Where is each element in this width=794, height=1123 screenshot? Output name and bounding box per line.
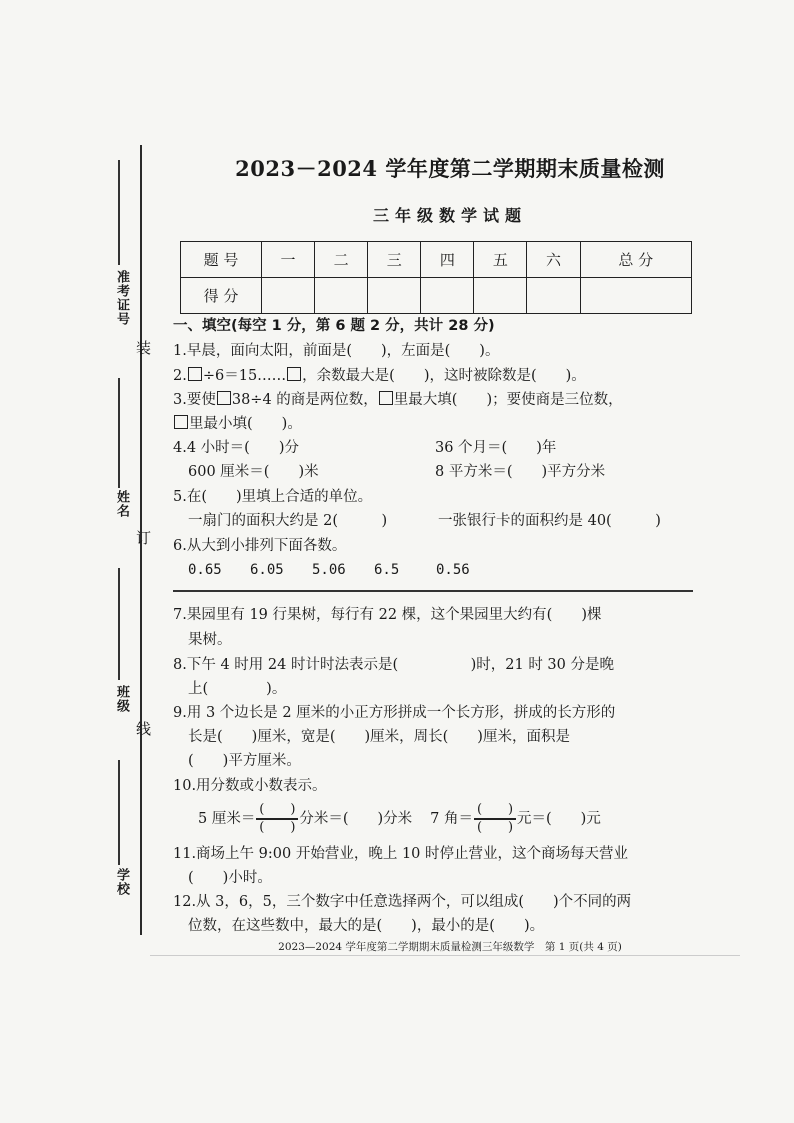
fraction-numerator: ( ) xyxy=(476,802,514,818)
q4-item-a: 4.4 小时＝( )分 xyxy=(173,440,299,456)
score-cell[interactable] xyxy=(368,278,421,314)
question-4-line-1 xyxy=(173,438,556,458)
name-label: 姓名 xyxy=(114,490,129,518)
question-1: 1.早晨，面向太阳，前面是( )，左面是( )。 xyxy=(173,343,500,359)
question-10-items xyxy=(198,802,601,836)
exam-title: 2023－2024 学年度第二学期期末质量检测 xyxy=(235,156,665,181)
q4-item-b: 36 个月＝( )年 xyxy=(435,440,557,456)
class-label: 班级 xyxy=(114,685,129,713)
answer-box[interactable] xyxy=(217,391,231,405)
q6-number: 0.56 xyxy=(436,562,470,578)
header-cell: 六 xyxy=(527,242,580,278)
q2-number: 2. xyxy=(173,368,187,384)
fraction-blank[interactable] xyxy=(474,803,516,835)
binding-mark-xian: 线 xyxy=(136,720,152,738)
header-cell: 总 分 xyxy=(580,242,691,278)
school-blank[interactable] xyxy=(118,760,120,865)
header-cell: 二 xyxy=(315,242,368,278)
class-blank[interactable] xyxy=(118,568,120,680)
q3-tail: 里最小填( )。 xyxy=(189,416,302,432)
fraction-numerator: ( ) xyxy=(259,802,296,818)
question-3-line-1 xyxy=(173,390,623,410)
answer-box[interactable] xyxy=(188,367,202,381)
q6-answer-line[interactable] xyxy=(173,590,693,592)
q4-item-d: 8 平方米＝( )平方分米 xyxy=(435,464,606,480)
q10-item-a-start: 5 厘米＝ xyxy=(198,811,256,827)
header-cell: 四 xyxy=(421,242,474,278)
header-cell: 五 xyxy=(474,242,527,278)
score-row-label: 得 分 xyxy=(181,278,262,314)
question-12-line-1: 12.从 3，6，5，三个数字中任意选择两个，可以组成( )个不同的两 xyxy=(173,894,632,910)
question-11-line-2: ( )小时。 xyxy=(188,870,272,886)
question-6: 6.从大到小排列下面各数。 xyxy=(173,538,347,554)
fraction-denominator: ( ) xyxy=(259,819,296,835)
school-label: 学校 xyxy=(114,868,129,896)
question-10: 10.用分数或小数表示。 xyxy=(173,778,327,794)
exam-subtitle: 三年级数学试题 xyxy=(372,206,527,225)
question-9-line-2: 长是( )厘米，宽是( )厘米，周长( )厘米，面积是 xyxy=(188,729,570,745)
q5-item-a: 一扇门的面积大约是 2( ) xyxy=(188,513,388,529)
answer-box[interactable] xyxy=(287,367,301,381)
score-cell[interactable] xyxy=(580,278,691,314)
question-3-line-2 xyxy=(173,414,302,434)
question-8-line-2: 上( )。 xyxy=(188,681,287,697)
question-9-line-1: 9.用 3 个边长是 2 厘米的小正方形拼成一个长方形，拼成的长方形的 xyxy=(173,705,616,721)
question-4-line-2 xyxy=(188,462,605,482)
footer-divider xyxy=(150,955,740,956)
score-cell[interactable] xyxy=(421,278,474,314)
q6-number: 0.65 xyxy=(188,562,222,578)
binding-mark-zhuang: 装 xyxy=(136,339,152,357)
q3-number: 3.要使 xyxy=(173,392,216,408)
score-cell[interactable] xyxy=(474,278,527,314)
fraction-denominator: ( ) xyxy=(476,819,514,835)
fraction-blank[interactable] xyxy=(256,803,298,835)
question-7-line-1: 7.果园里有 19 行果树，每行有 22 棵，这个果园里大约有( )棵 xyxy=(173,607,602,623)
page-footer: 2023—2024 学年度第二学期期末质量检测三年级数学 第 1 页(共 4 页) xyxy=(278,941,622,953)
exam-number-label: 准考证号 xyxy=(114,270,129,326)
q6-number: 6.5 xyxy=(374,562,400,578)
header-cell: 一 xyxy=(262,242,315,278)
name-blank[interactable] xyxy=(118,378,120,488)
header-cell: 题 号 xyxy=(181,242,262,278)
question-2 xyxy=(173,366,586,386)
score-cell[interactable] xyxy=(262,278,315,314)
q6-number: 5.06 xyxy=(312,562,346,578)
q10-item-b-end: 元＝( )元 xyxy=(517,811,601,827)
q4-item-c: 600 厘米＝( )米 xyxy=(188,464,319,480)
score-table-score-row xyxy=(181,278,692,314)
question-7-line-2: 果树。 xyxy=(188,632,232,648)
q3-rest: 里最大填( )；要使商是三位数， xyxy=(393,392,623,408)
q2-rest: ，余数最大是( )，这时被除数是( )。 xyxy=(302,368,586,384)
question-5-items xyxy=(188,511,661,531)
exam-number-blank[interactable] xyxy=(118,160,120,265)
q10-item-b-start: 7 角＝ xyxy=(430,811,474,827)
question-9-line-3: ( )平方厘米。 xyxy=(188,753,301,769)
score-cell[interactable] xyxy=(315,278,368,314)
score-table-header-row xyxy=(181,242,692,278)
q5-item-b: 一张银行卡的面积约是 40( ) xyxy=(438,513,661,529)
header-cell: 三 xyxy=(368,242,421,278)
score-cell[interactable] xyxy=(527,278,580,314)
question-12-line-2: 位数，在这些数中，最大的是( )，最小的是( )。 xyxy=(188,918,545,934)
q2-text: ÷6＝15…… xyxy=(202,368,287,384)
binding-mark-ding: 订 xyxy=(136,529,152,547)
q3-text: 38÷4 的商是两位数， xyxy=(231,392,378,408)
q10-item-a-end: 分米＝( )分米 xyxy=(299,811,413,827)
answer-box[interactable] xyxy=(174,415,188,429)
question-5: 5.在( )里填上合适的单位。 xyxy=(173,489,373,505)
question-11-line-1: 11.商场上午 9:00 开始营业，晚上 10 时停止营业，这个商场每天营业 xyxy=(173,846,629,862)
q6-number-list xyxy=(188,560,498,580)
q6-number: 6.05 xyxy=(250,562,284,578)
answer-box[interactable] xyxy=(379,391,393,405)
score-table xyxy=(180,241,692,314)
question-8-line-1: 8.下午 4 时用 24 时计时法表示是( )时，21 时 30 分是晚 xyxy=(173,657,614,673)
section-heading: 一、填空(每空 1 分，第 6 题 2 分，共计 28 分) xyxy=(173,318,495,334)
